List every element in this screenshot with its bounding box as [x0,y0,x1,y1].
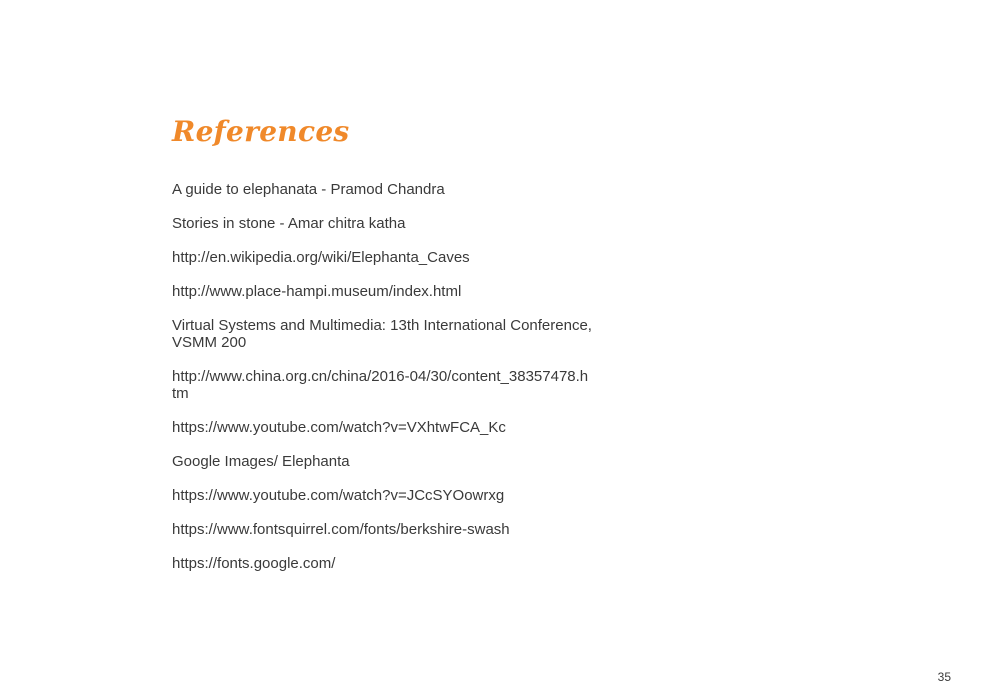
reference-item: http://en.wikipedia.org/wiki/Elephanta_Caves [172,249,470,266]
reference-item: https://www.youtube.com/watch?v=JCcSYOowrxg [172,487,505,504]
reference-item: https://www.youtube.com/watch?v=VXhtwFCA_Kc [172,419,506,436]
reference-item: Virtual Systems and Multimedia: 13th International Conference, VSMM 200 [172,317,592,351]
reference-item: http://www.place-hampi.museum/index.html [172,283,462,300]
page-number: 35 [937,670,951,684]
reference-item: http://www.china.org.cn/china/2016-04/30/content_38357478.htm [172,368,589,402]
reference-item: https://www.fontsquirrel.com/fonts/berkshire-swash [172,521,510,538]
reference-item: A guide to elephanata - Pramod Chandra [172,181,445,198]
page-title: References [172,115,350,148]
reference-item: Stories in stone - Amar chitra katha [172,215,406,232]
reference-item: Google Images/ Elephanta [172,453,350,470]
reference-item: https://fonts.google.com/ [172,555,336,572]
reference-list [172,181,592,572]
